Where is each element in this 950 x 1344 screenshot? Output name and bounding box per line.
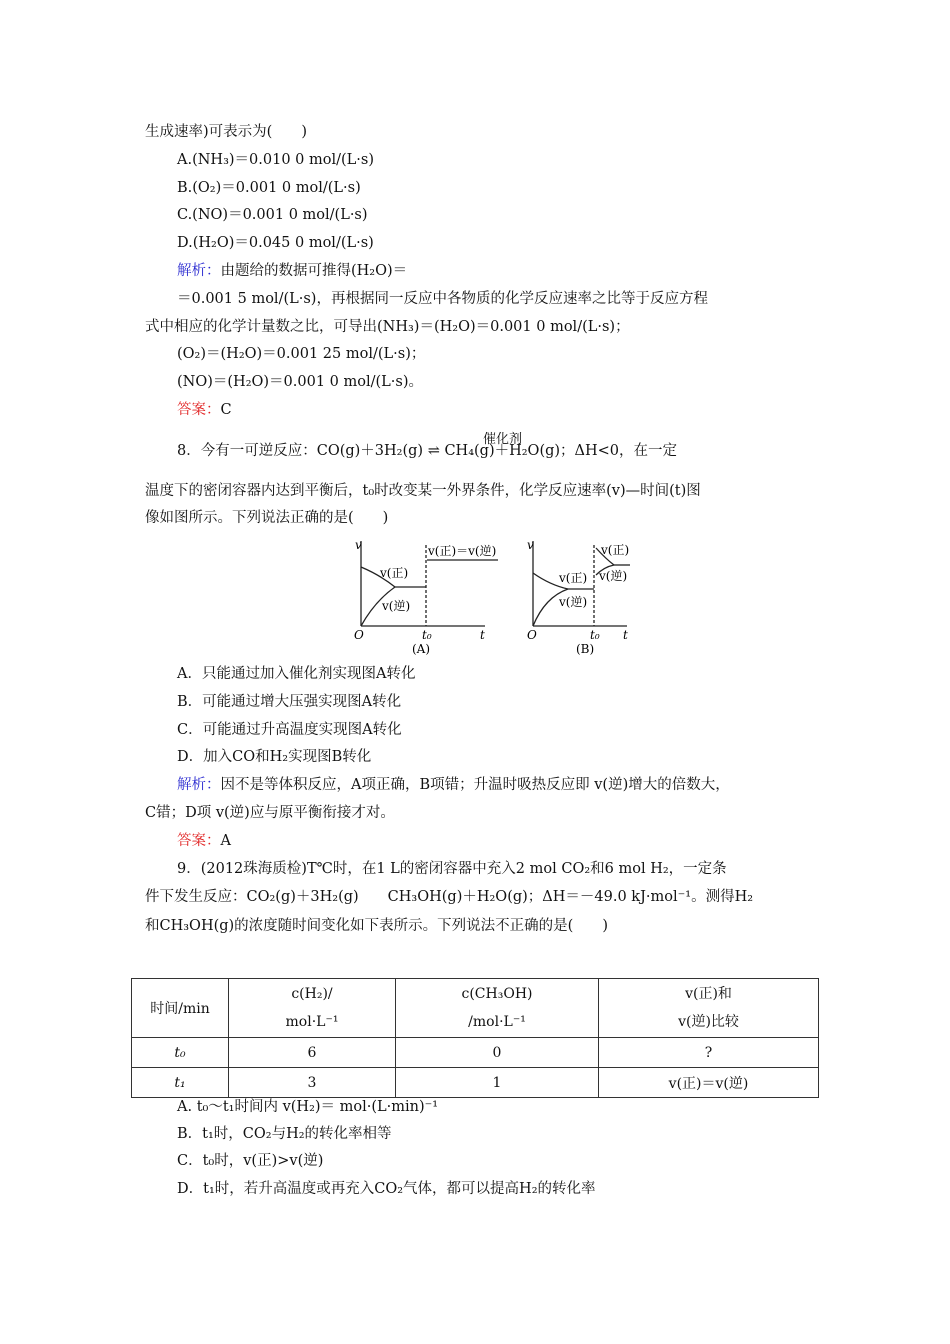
q9-stem: 件下发生反应：CO₂(g)＋3H₂(g) CH₃OH(g)＋H₂O(g)；ΔH＝－49.0 kJ·mol⁻¹。测得H₂ xyxy=(145,889,754,905)
q8-stem: 8．今有一可逆反应：CO(g)＋3H₂(g) ⇌ CH₄(g)＋H₂O(g)；ΔH<0，在一定 xyxy=(177,443,678,459)
answer: A xyxy=(220,833,231,849)
q7-option-d: D.(H₂O)＝0.045 0 mol/(L·s) xyxy=(177,235,374,251)
graph-b-v: v xyxy=(527,538,534,552)
q8-option-c: C．可能通过升高温度实现图A转化 xyxy=(177,722,402,738)
graph-a-v: v xyxy=(355,538,362,552)
q8-option-a: A．只能通过加入催化剂实现图A转化 xyxy=(177,666,416,682)
q8-stem: 温度下的密闭容器内达到平衡后，t₀时改变某一外界条件，化学反应速率(v)—时间(t)图 xyxy=(145,483,701,499)
graph-b-label: (B) xyxy=(576,642,595,656)
graph-a-origin: O xyxy=(354,628,364,642)
graph-a-t0: t₀ xyxy=(422,628,432,642)
graph-a-eq: v(正)＝v(逆) xyxy=(428,544,497,558)
q7-stem: 生成速率)可表示为( ) xyxy=(145,124,307,140)
q7-analysis-line: 式中相应的化学计量数之比，可导出(NH₃)＝(H₂O)＝0.001 0 mol/(L·s)； xyxy=(145,319,630,335)
q8-analysis-line: C错；D项 v(逆)应与原平衡衔接才对。 xyxy=(145,805,395,821)
q9-option-b: B．t₁时，CO₂与H₂的转化率相等 xyxy=(177,1126,392,1142)
graph-b-new-fwd: v(正) xyxy=(601,543,630,557)
header-cell: c(CH₃OH) /mol·L⁻¹ xyxy=(396,979,599,1038)
header-cell: c(H₂)/ mol·L⁻¹ xyxy=(229,979,396,1038)
graph-b-t0: t₀ xyxy=(590,628,600,642)
q9-stem: 和CH₃OH(g)的浓度随时间变化如下表所示。下列说法不正确的是( ) xyxy=(145,918,608,934)
graph-a-t: t xyxy=(480,628,485,642)
graph-b-new-rev: v(逆) xyxy=(599,569,628,583)
q7-option-a: A.(NH₃)＝0.010 0 mol/(L·s) xyxy=(177,152,374,168)
q7-analysis-line: 解析：由题给的数据可推得(H₂O)＝ xyxy=(177,263,408,279)
graph-b-t: t xyxy=(623,628,628,642)
graph-a-fwd: v(正) xyxy=(380,566,409,580)
analysis-label: 解析： xyxy=(177,263,221,279)
q7-analysis-line: (O₂)＝(H₂O)＝0.001 25 mol/(L·s)； xyxy=(177,346,426,362)
answer-label: 答案： xyxy=(177,402,221,418)
q7-option-c: C.(NO)＝0.001 0 mol/(L·s) xyxy=(177,207,368,223)
answer: C xyxy=(220,402,232,418)
q8-analysis-line: 因不是等体积反应，A项正确，B项错；升温时吸热反应即 v(逆)增大的倍数大， xyxy=(220,777,730,793)
graph-b-fwd: v(正) xyxy=(559,571,588,585)
q7-analysis-line: ＝0.001 5 mol/(L·s)，再根据同一反应中各物质的化学反应速率之比等于反应方程 xyxy=(177,291,708,307)
graph-b-origin: O xyxy=(527,628,537,642)
table-row: t₁ 3 1 v(正)＝v(逆) xyxy=(132,1068,819,1098)
q7-analysis-line: (NO)＝(H₂O)＝0.001 0 mol/(L·s)。 xyxy=(177,374,423,390)
answer-label: 答案： xyxy=(177,833,221,849)
table-row: t₀ 6 0 ? xyxy=(132,1038,819,1068)
q9-option-a: A. t₀～t₁时间内 v(H₂)＝ mol·(L·min)⁻¹ xyxy=(177,1099,439,1115)
catalyst-label: 催化剂 xyxy=(483,432,523,447)
q8-option-b: B．可能通过增大压强实现图A转化 xyxy=(177,694,402,710)
q8-stem: 像如图所示。下列说法正确的是( ) xyxy=(145,510,389,526)
graph-a-label: (A) xyxy=(412,642,431,656)
graph-a-rev: v(逆) xyxy=(382,599,411,613)
q9-option-c: C．t₀时，v(正)>v(逆) xyxy=(177,1153,324,1169)
analysis-label: 解析： xyxy=(177,777,221,793)
q8-option-d: D．加入CO和H₂实现图B转化 xyxy=(177,749,372,765)
q9-option-d: D．t₁时，若升高温度或再充入CO₂气体，都可以提高H₂的转化率 xyxy=(177,1181,596,1197)
graph-b-rev: v(逆) xyxy=(559,595,588,609)
q7-option-b: B.(O₂)＝0.001 0 mol/(L·s) xyxy=(177,180,361,196)
q9-stem: 9．(2012珠海质检)T℃时，在1 L的密闭容器中充入2 mol CO₂和6 mol H₂，一定条 xyxy=(177,861,727,877)
rate-time-graphs xyxy=(340,535,640,660)
concentration-table xyxy=(131,978,819,1098)
header-cell: v(正)和 v(逆)比较 xyxy=(599,979,819,1038)
header-cell: 时间/min xyxy=(132,979,229,1038)
table-header-row xyxy=(132,979,819,1038)
